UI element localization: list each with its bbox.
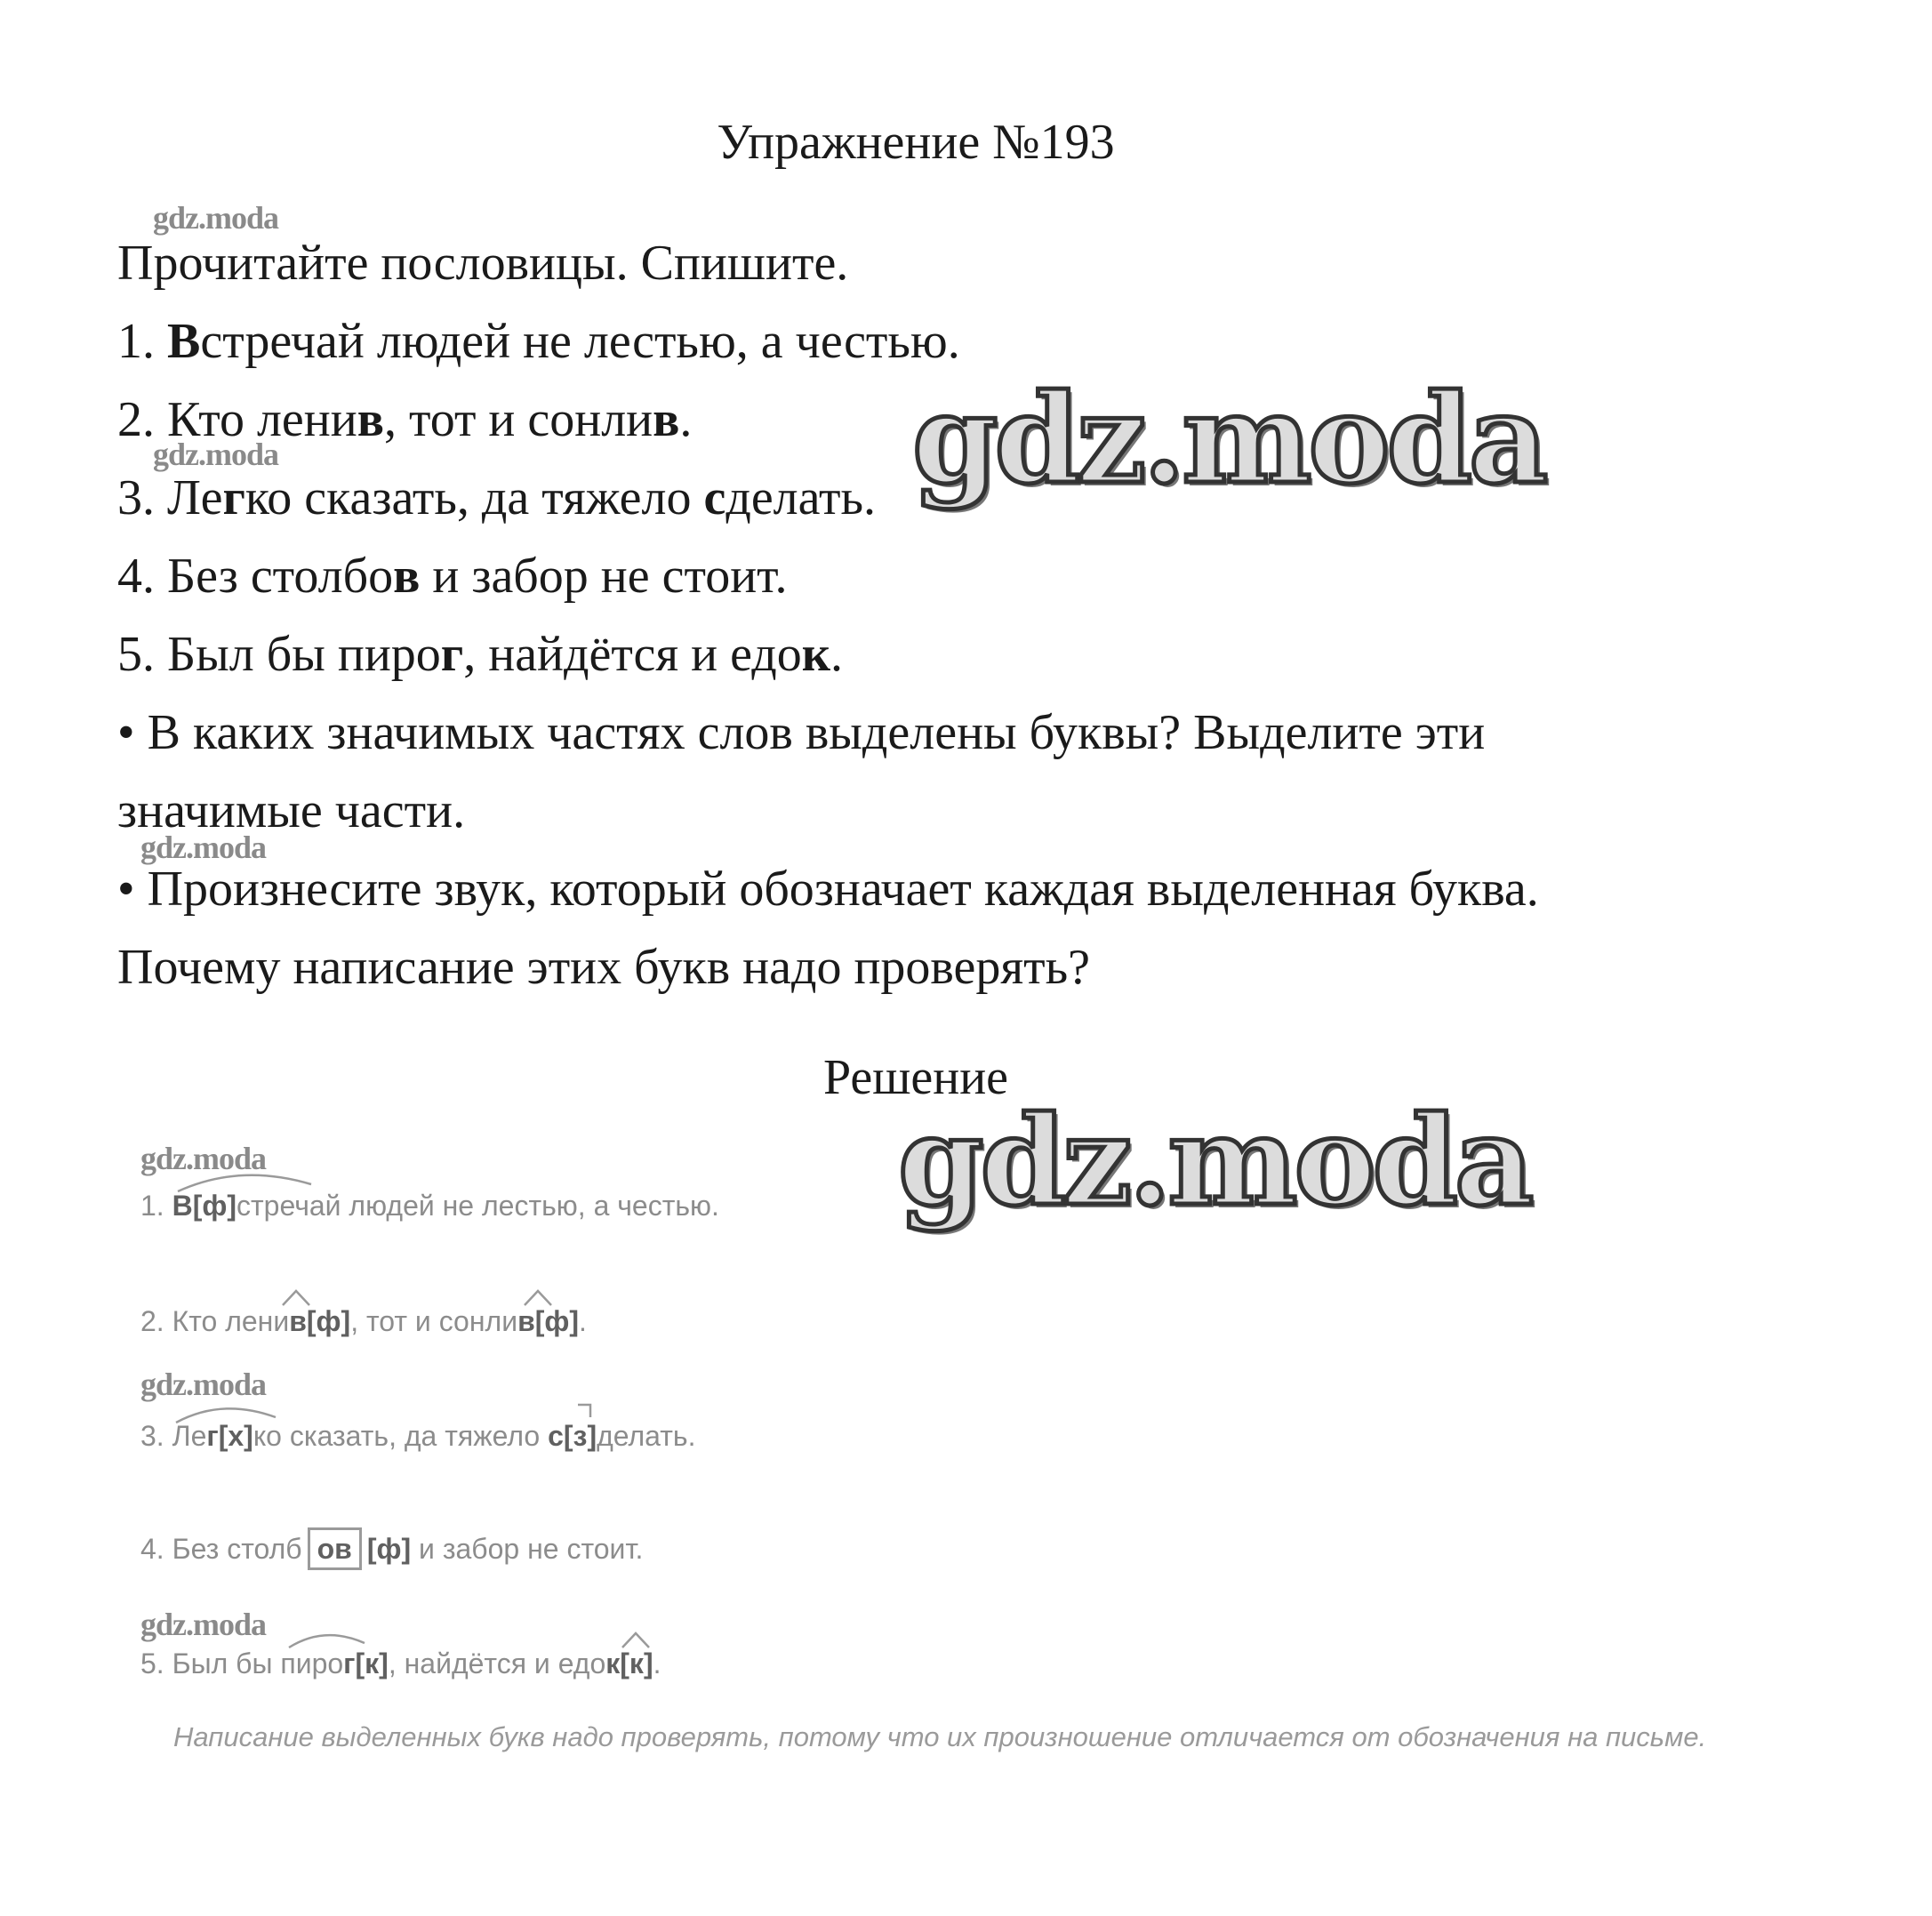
watermark-small: gdz.moda: [140, 830, 267, 865]
prefix-corner: [578, 1405, 590, 1417]
suffix-caret: [283, 1291, 309, 1305]
suffix-caret: [525, 1291, 551, 1305]
solution-heading: Решение: [822, 1050, 1009, 1105]
question-1-line-1: • В каких значимых частях слов выделены буквы? Выделите эти: [117, 705, 1486, 760]
watermark-small: gdz.moda: [140, 1607, 267, 1642]
question-2-line-2: Почему написание этих букв надо проверять?: [117, 940, 1091, 995]
solution-line-3: 3. Лег[х]ко сказать, да тяжело с[з]делать.: [140, 1420, 696, 1452]
prefix-arc: [178, 1175, 311, 1191]
solution-line-4: 4. Без столб ов [ф] и забор не стоит.: [140, 1527, 643, 1570]
proverb-1: 1. Встречай людей не лестью, а честью.: [117, 314, 960, 369]
task-instruction: Прочитайте пословицы. Спишите.: [117, 236, 849, 291]
watermark-large: gdz.moda: [912, 366, 1545, 511]
watermark-small: gdz.moda: [140, 1367, 267, 1402]
proverb-5: 5. Был бы пирог, найдётся и едок.: [117, 627, 843, 682]
solution-line-5: 5. Был бы пирог[к], найдётся и едок[к].: [140, 1647, 661, 1680]
proverb-2: 2. Кто ленив, тот и сонлив.: [117, 392, 693, 447]
watermark-small: gdz.moda: [153, 200, 279, 236]
suffix-box: ов: [308, 1527, 362, 1570]
solution-line-2: 2. Кто ленив[ф], тот и сонлив[ф].: [140, 1305, 587, 1337]
suffix-caret: [622, 1633, 649, 1647]
solution-line-1: 1. В[ф]стречай людей не лестью, а честью.: [140, 1190, 719, 1222]
watermark-large: gdz.moda: [898, 1088, 1531, 1233]
solution-conclusion: Написание выделенных букв надо проверять, потому что их произношение отличается от обозначения на письме.: [173, 1721, 1707, 1752]
watermark-small: gdz.moda: [140, 1141, 267, 1176]
proverb-4: 4. Без столбов и забор не стоит.: [117, 549, 788, 604]
root-arc: [289, 1635, 365, 1647]
root-arc: [176, 1408, 276, 1423]
proverb-3: 3. Легко сказать, да тяжело сделать.: [117, 470, 877, 525]
question-1-line-2: значимые части.: [117, 783, 466, 838]
exercise-title: Упражнение №193: [717, 115, 1115, 170]
watermark-small: gdz.moda: [153, 437, 279, 472]
question-2-line-1: • Произнесите звук, который обозначает каждая выделенная буква.: [117, 862, 1539, 917]
